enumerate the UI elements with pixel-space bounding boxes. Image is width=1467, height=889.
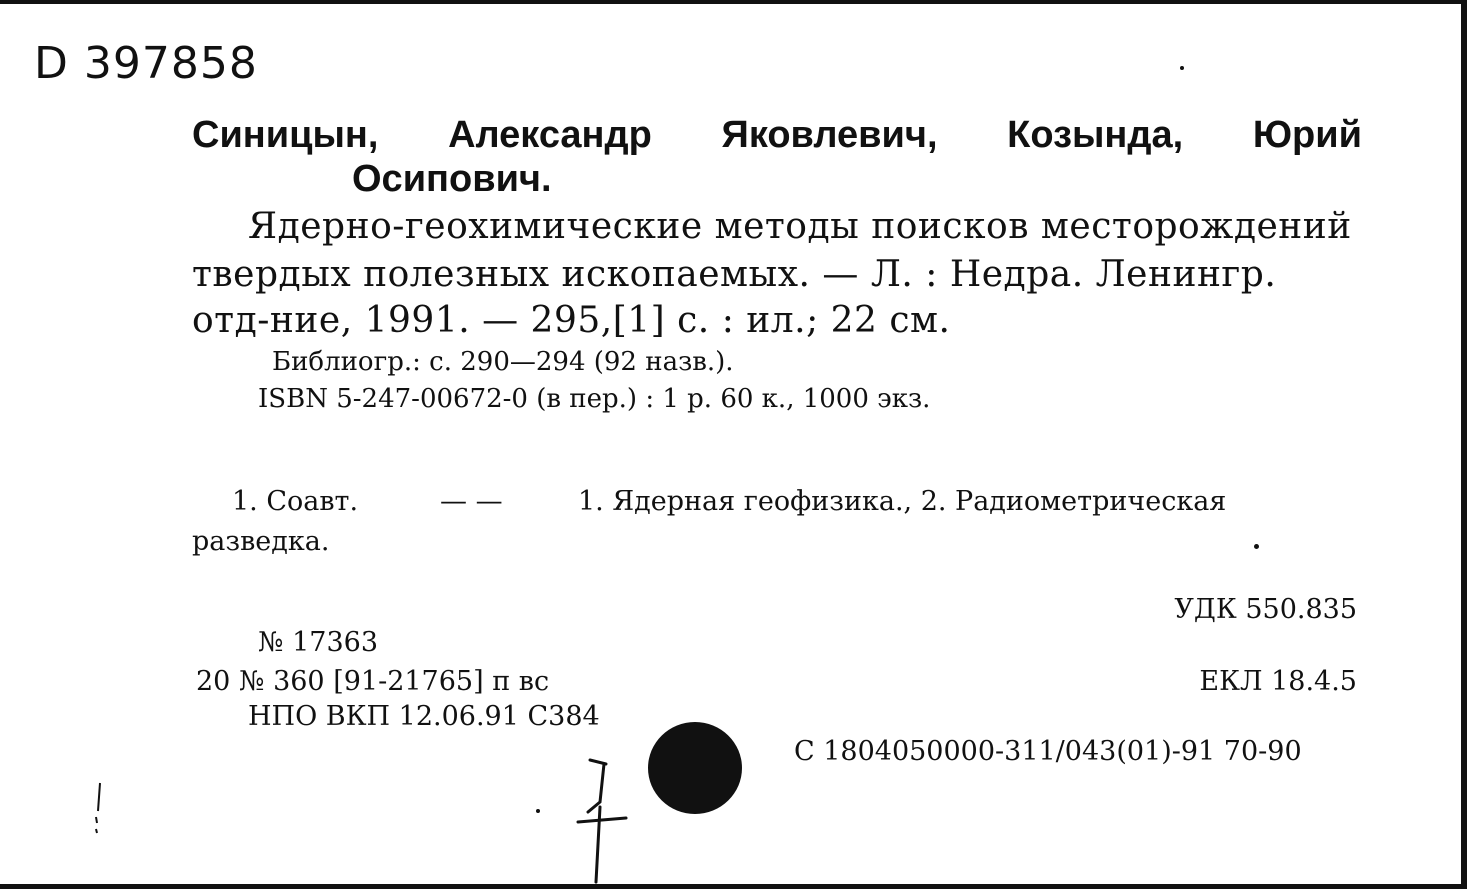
author-word: Синицын, bbox=[192, 114, 379, 156]
ekl-code: ЕКЛ 18.4.5 bbox=[1199, 666, 1357, 697]
order-line: 20 № 360 [91-21765] п вс bbox=[196, 666, 550, 697]
card-number: № 17363 bbox=[258, 627, 379, 658]
bibliography-note: Библиогр.: с. 290—294 (92 назв.). bbox=[272, 347, 734, 377]
subject-continuation: разведка. bbox=[192, 526, 330, 557]
udk-code: УДК 550.835 bbox=[1174, 594, 1357, 625]
author-word: Юрий bbox=[1252, 114, 1362, 156]
speck bbox=[1254, 544, 1259, 549]
speck bbox=[1180, 66, 1184, 70]
title-line-3: отд-ние, 1991. — 295,[1] с. : ил.; 22 см. bbox=[192, 300, 951, 341]
author-word: Александр bbox=[448, 114, 652, 156]
handwritten-mark-drawing bbox=[560, 752, 640, 887]
title-line-1: Ядерно-геохимические методы поисков месторождений bbox=[248, 206, 1352, 247]
subject-coauthor: 1. Соавт. bbox=[232, 486, 359, 517]
npo-line: НПО ВКП 12.06.91 С384 bbox=[248, 701, 600, 732]
author-word: Козында, bbox=[1007, 114, 1184, 156]
authors-line bbox=[192, 114, 1362, 157]
title-line-2: твердых полезных ископаемых. — Л. : Недра. Ленингр. bbox=[192, 254, 1277, 295]
subject-headings: 1. Ядерная геофизика., 2. Радиометрическая bbox=[578, 486, 1227, 517]
speck bbox=[536, 809, 540, 813]
authors-continuation: Осипович. bbox=[352, 158, 552, 200]
author-word: Яковлевич, bbox=[721, 114, 938, 156]
handwritten-code: D 397858 bbox=[34, 38, 258, 89]
punch-hole bbox=[648, 722, 742, 814]
subject-dashes: — — bbox=[440, 486, 503, 517]
isbn-line: ISBN 5-247-00672-0 (в пер.) : 1 р. 60 к., 1000 экз. bbox=[258, 384, 931, 414]
classification-code: С 1804050000-311/043(01)-91 70-90 bbox=[794, 736, 1302, 767]
stray-mark-drawing bbox=[86, 779, 110, 839]
